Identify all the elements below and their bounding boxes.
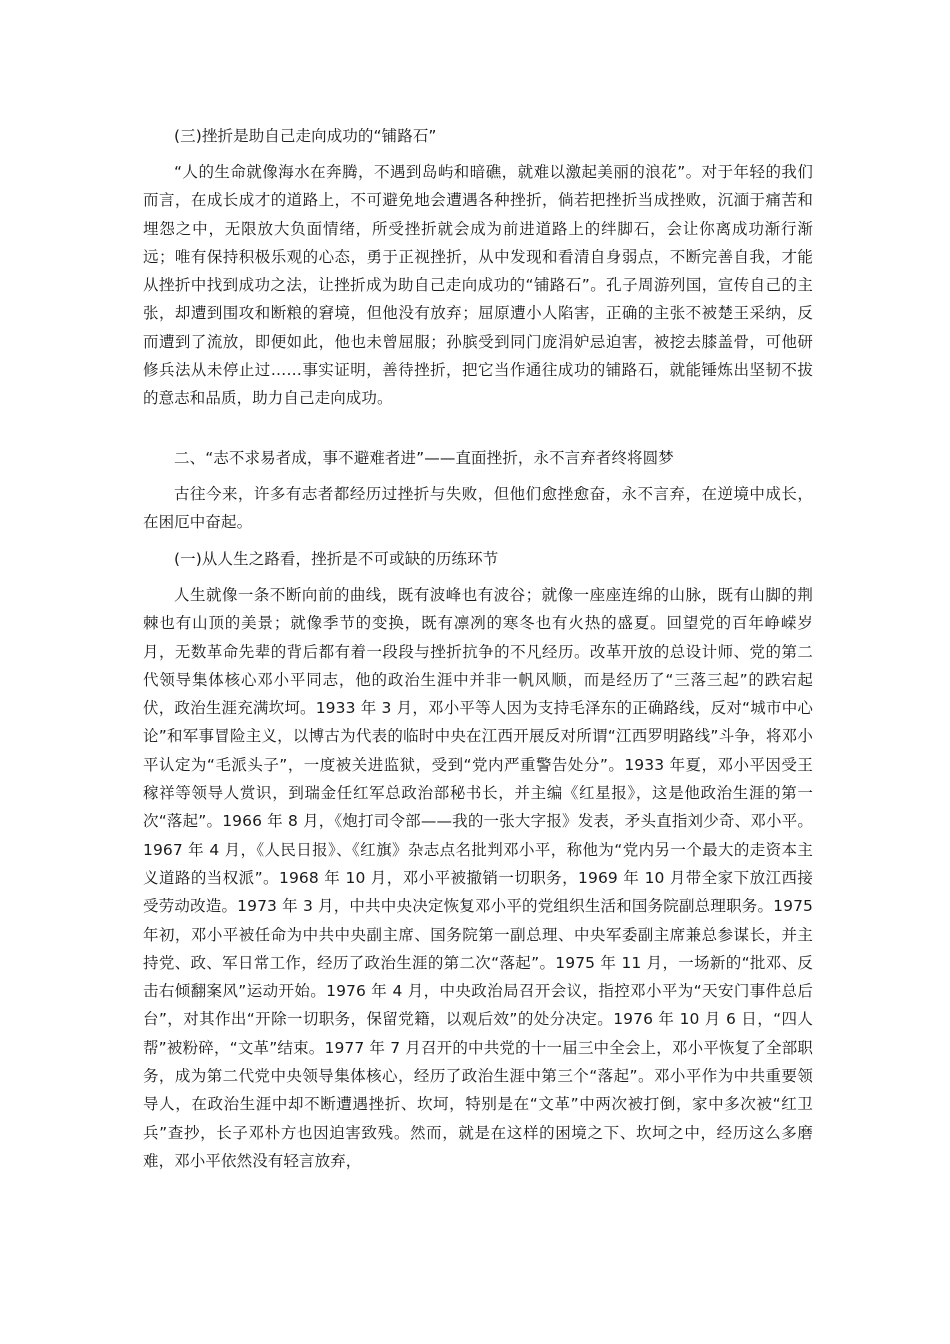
section-heading-1: (一)从人生之路看，挫折是不可或缺的历练环节 (174, 550, 499, 568)
body-paragraph-2: 古往今来，许多有志者都经历过挫折与失败，但他们愈挫愈奋，永不言弃，在逆境中成长，在困厄中奋起。 (143, 485, 813, 532)
body-paragraph-3: 人生就像一条不断向前的曲线，既有波峰也有波谷；就像一座座连绵的山脉，既有山脚的荆棘也有山顶的美景；就像季节的变换，既有凛冽的寒冬也有火热的盛夏。回望党的百年峥嵘岁月，无数革命先辈的背后都有着一段段与挫折抗争的不凡经历。改革开放的总设计师、党的第二代领导集体核心邓小平同志，他的政治生涯中并非一帆风顺，而是经历了“三落三起”的跌宕起伏，政治生涯充满坎坷。1933 年 3 月，邓小平等人因为支持毛泽东的正确路线，反对“城市中心论”和军事冒险主义，以博古为代表的临时中央在江西开展反对所谓“江西罗明路线”斗争，将邓小平认定为“毛派头子”，一度被关进监狱，受到“党内严重警告处分”。1933 年夏，邓小平因受王稼祥等领导人赏识，到瑞金任红军总政治部秘书长，并主编《红星报》，这是他政治生涯的第一次“落起”。1966 年 8 月，《炮打司令部——我的一张大字报》发表，矛头直指刘少奇、邓小平。1967 年 4 月，《人民日报》、《红旗》杂志点名批判邓小平，称他为“党内另一个最大的走资本主义道路的当权派”。1968 年 10 月，邓小平被撤销一切职务，1969 年 10 月带全家下放江西接受劳动改造。1973 年 3 月，中共中央决定恢复邓小平的党组织生活和国务院副总理职务。1975 年初，邓小平被任命为中共中央副主席、国务院第一副总理、中央军委副主席兼总参谋长，并主持党、政、军日常工作，经历了政治生涯的第二次“落起”。1975 年 11 月，一场新的“批邓、反击右倾翻案风”运动开始。1976 年 4 月，中央政治局召开会议，指控邓小平为“天安门事件总后台”，对其作出“开除一切职务，保留党籍，以观后效”的处分决定。1976 年 10 月 6 日，“四人帮”被粉碎，“文革”结束。1977 年 7 月召开的中共党的十一届三中全会上，邓小平恢复了全部职务，成为第二代党中央领导集体核心，经历了政治生涯中第三个“落起”。邓小平作为中共重要领导人，在政治生涯中却不断遭遇挫折、坎坷，特别是在“文革”中两次被打倒，家中多次被“红卫兵”查抄，长子邓朴方也因迫害致残。然而，就是在这样的困境之下、坎坷之中，经历这么多磨难，邓小平依然没有轻言放弃， (143, 586, 813, 1170)
section-heading-3: (三)挫折是助自己走向成功的“铺路石” (174, 127, 437, 145)
section-heading-2: 二、“志不求易者成，事不避难者进”——直面挫折，永不言弃者终将圆梦 (174, 449, 674, 467)
body-paragraph-1: “人的生命就像海水在奔腾，不遇到岛屿和暗礁，就难以激起美丽的浪花”。对于年轻的我们而言，在成长成才的道路上，不可避免地会遭遇各种挫折，倘若把挫折当成挫败，沉湎于痛苦和埋怨之中，无限放大负面情绪，所受挫折就会成为前进道路上的绊脚石，会让你离成功渐行渐远；唯有保持积极乐观的心态，勇于正视挫折，从中发现和看清自身弱点，不断完善自我，才能从挫折中找到成功之法，让挫折成为助自己走向成功的“铺路石”。孔子周游列国，宣传自己的主张，却遭到围攻和断粮的窘境，但他没有放弃；屈原遭小人陷害，正确的主张不被楚王采纳，反而遭到了流放，即便如此，他也未曾屈服；孙膑受到同门庞涓妒忌迫害，被挖去膝盖骨，可他研修兵法从未停止过……事实证明，善待挫折，把它当作通往成功的铺路石，就能锤炼出坚韧不拔的意志和品质，助力自己走向成功。 (143, 163, 813, 408)
